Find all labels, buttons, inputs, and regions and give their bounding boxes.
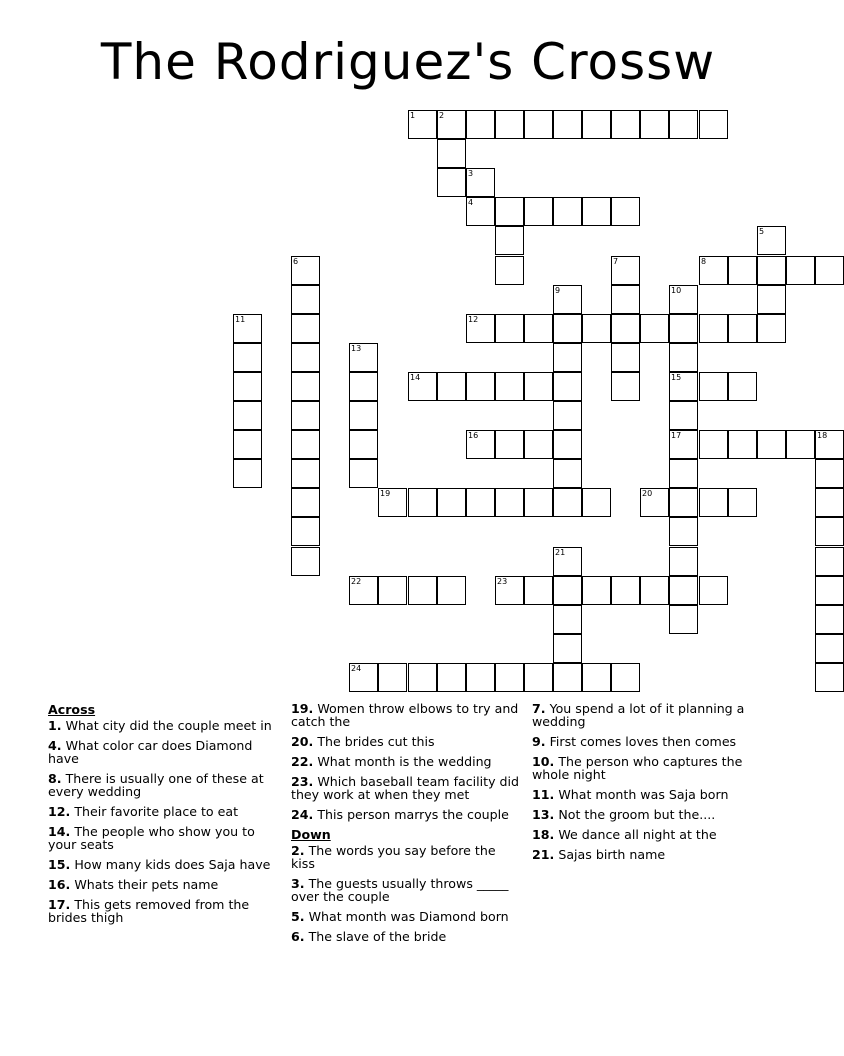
- clue-item: [291, 808, 523, 821]
- clue-text: Which baseball team facility did they work at when they met: [291, 774, 520, 802]
- clue-number: 4: [468, 198, 474, 207]
- grid-cell[interactable]: [553, 547, 582, 576]
- grid-cell[interactable]: [669, 401, 698, 430]
- clue-text: What month is the wedding: [317, 754, 492, 769]
- grid-cell[interactable]: [378, 488, 407, 517]
- grid-cell[interactable]: [699, 110, 728, 139]
- grid-cell[interactable]: [291, 401, 320, 430]
- grid-cell[interactable]: [349, 430, 378, 459]
- grid-cell[interactable]: [378, 576, 407, 605]
- grid-cell[interactable]: [495, 226, 524, 255]
- grid-cell[interactable]: [815, 256, 844, 285]
- grid-cell[interactable]: [728, 430, 757, 459]
- grid-cell[interactable]: [582, 576, 611, 605]
- grid-cell[interactable]: [291, 488, 320, 517]
- clue-number: 11.: [532, 787, 555, 802]
- grid-cell[interactable]: [611, 343, 640, 372]
- clue-text: You spend a lot of it planning a wedding: [532, 701, 745, 729]
- grid-cell[interactable]: [815, 634, 844, 663]
- grid-cell[interactable]: [291, 459, 320, 488]
- clue-number: 7.: [532, 701, 546, 716]
- clue-text: The people who show you to your seats: [48, 824, 255, 852]
- grid-cell[interactable]: [524, 110, 553, 139]
- grid-cell[interactable]: [553, 576, 582, 605]
- grid-cell[interactable]: [291, 547, 320, 576]
- grid-cell[interactable]: [582, 663, 611, 692]
- grid-cell[interactable]: [699, 430, 728, 459]
- clue-item: [532, 755, 764, 781]
- grid-cell[interactable]: [553, 634, 582, 663]
- grid-cell[interactable]: [495, 372, 524, 401]
- clue-number: 16: [468, 431, 479, 440]
- grid-cell[interactable]: [669, 576, 698, 605]
- clue-text: The slave of the bride: [308, 929, 447, 944]
- clue-number: 14: [410, 373, 421, 382]
- grid-cell[interactable]: [815, 459, 844, 488]
- clue-number: 21: [555, 548, 566, 557]
- clue-number: 10: [671, 286, 682, 295]
- grid-cell[interactable]: [669, 605, 698, 634]
- grid-cell[interactable]: [495, 430, 524, 459]
- clue-number: 15.: [48, 857, 71, 872]
- grid-cell[interactable]: [611, 110, 640, 139]
- clue-number: 8.: [48, 771, 62, 786]
- grid-cell[interactable]: [582, 314, 611, 343]
- grid-cell[interactable]: [757, 285, 786, 314]
- clue-number: 11: [235, 315, 246, 324]
- grid-cell[interactable]: [233, 401, 262, 430]
- grid-cell[interactable]: [699, 488, 728, 517]
- grid-cell[interactable]: [466, 488, 495, 517]
- grid-cell[interactable]: [349, 459, 378, 488]
- grid-cell[interactable]: [611, 256, 640, 285]
- clue-item: [291, 910, 523, 923]
- clue-text: We dance all night at the: [558, 827, 717, 842]
- grid-cell[interactable]: [466, 430, 495, 459]
- grid-cell[interactable]: [233, 459, 262, 488]
- grid-cell[interactable]: [233, 430, 262, 459]
- grid-cell[interactable]: [408, 576, 437, 605]
- grid-cell[interactable]: [757, 430, 786, 459]
- grid-cell[interactable]: [524, 663, 553, 692]
- grid-cell[interactable]: [553, 314, 582, 343]
- clue-text: There is usually one of these at every wedding: [48, 771, 264, 799]
- grid-cell[interactable]: [669, 430, 698, 459]
- clue-number: 12: [468, 315, 479, 324]
- clue-item: [291, 877, 523, 903]
- grid-cell[interactable]: [553, 663, 582, 692]
- grid-cell[interactable]: [553, 343, 582, 372]
- clue-number: 16.: [48, 877, 71, 892]
- clues-column-2: [291, 702, 523, 943]
- grid-cell[interactable]: [495, 256, 524, 285]
- grid-cell[interactable]: [786, 256, 815, 285]
- grid-cell[interactable]: [291, 517, 320, 546]
- grid-cell[interactable]: [378, 663, 407, 692]
- grid-cell[interactable]: [349, 343, 378, 372]
- grid-cell[interactable]: [553, 430, 582, 459]
- grid-cell[interactable]: [437, 372, 466, 401]
- across-heading: Across: [48, 702, 96, 717]
- grid-cell[interactable]: [495, 663, 524, 692]
- clue-item: [48, 878, 280, 891]
- grid-cell[interactable]: [553, 401, 582, 430]
- clue-number: 22.: [291, 754, 314, 769]
- clue-item: [291, 755, 523, 768]
- grid-cell[interactable]: [640, 110, 669, 139]
- clue-number: 9.: [532, 734, 546, 749]
- grid-cell[interactable]: [408, 488, 437, 517]
- grid-cell[interactable]: [757, 226, 786, 255]
- grid-cell[interactable]: [524, 488, 553, 517]
- down-heading: Down: [291, 827, 331, 842]
- clue-number: 21.: [532, 847, 555, 862]
- grid-cell[interactable]: [815, 663, 844, 692]
- clue-item: [532, 828, 764, 841]
- clue-text: Sajas birth name: [558, 847, 666, 862]
- clue-number: 19.: [291, 701, 314, 716]
- grid-cell[interactable]: [757, 256, 786, 285]
- grid-cell[interactable]: [466, 110, 495, 139]
- grid-cell[interactable]: [466, 197, 495, 226]
- grid-cell[interactable]: [524, 430, 553, 459]
- grid-cell[interactable]: [495, 488, 524, 517]
- clue-number: 1.: [48, 718, 62, 733]
- grid-cell[interactable]: [495, 197, 524, 226]
- grid-cell[interactable]: [495, 110, 524, 139]
- clue-item: [532, 735, 764, 748]
- clue-number: 4.: [48, 738, 62, 753]
- clue-text: Whats their pets name: [74, 877, 219, 892]
- grid-cell[interactable]: [408, 110, 437, 139]
- clue-number: 12.: [48, 804, 71, 819]
- grid-cell[interactable]: [291, 314, 320, 343]
- clue-item: [532, 808, 764, 821]
- grid-cell[interactable]: [757, 314, 786, 343]
- clue-text: The words you say before the kiss: [291, 843, 496, 871]
- clue-text: What month was Diamond born: [308, 909, 509, 924]
- grid-cell[interactable]: [349, 663, 378, 692]
- grid-cell[interactable]: [466, 663, 495, 692]
- grid-cell[interactable]: [466, 168, 495, 197]
- grid-cell[interactable]: [233, 314, 262, 343]
- clue-text: This gets removed from the brides thigh: [48, 897, 250, 925]
- grid-cell[interactable]: [815, 547, 844, 576]
- grid-cell[interactable]: [408, 663, 437, 692]
- grid-cell[interactable]: [495, 576, 524, 605]
- grid-cell[interactable]: [582, 488, 611, 517]
- grid-cell[interactable]: [815, 605, 844, 634]
- clue-item: [291, 702, 523, 728]
- clues-column-1: [48, 702, 280, 924]
- clue-number: 5.: [291, 909, 305, 924]
- grid-cell[interactable]: [728, 314, 757, 343]
- grid-cell[interactable]: [699, 576, 728, 605]
- grid-cell[interactable]: [553, 459, 582, 488]
- clue-number: 8: [701, 257, 707, 266]
- puzzle-title: The Rodriguez's Crossw: [100, 33, 716, 91]
- clue-text: Women throw elbows to try and catch the: [291, 701, 519, 729]
- clue-item: [291, 735, 523, 748]
- grid-cell[interactable]: [291, 256, 320, 285]
- grid-cell[interactable]: [524, 314, 553, 343]
- clue-item: [48, 858, 280, 871]
- grid-cell[interactable]: [466, 372, 495, 401]
- clue-number: 24.: [291, 807, 314, 822]
- clue-item: [48, 739, 280, 765]
- grid-cell[interactable]: [669, 110, 698, 139]
- clue-item: [48, 898, 280, 924]
- grid-cell[interactable]: [466, 314, 495, 343]
- clue-item: [532, 848, 764, 861]
- grid-cell[interactable]: [669, 343, 698, 372]
- clue-text: Their favorite place to eat: [74, 804, 239, 819]
- grid-cell[interactable]: [437, 488, 466, 517]
- clue-number: 3.: [291, 876, 305, 891]
- grid-cell[interactable]: [640, 576, 669, 605]
- clue-number: 2: [439, 111, 445, 120]
- grid-cell[interactable]: [233, 343, 262, 372]
- grid-cell[interactable]: [669, 547, 698, 576]
- grid-cell[interactable]: [291, 372, 320, 401]
- grid-cell[interactable]: [437, 576, 466, 605]
- grid-cell[interactable]: [291, 285, 320, 314]
- grid-cell[interactable]: [553, 197, 582, 226]
- clue-text: Not the groom but the....: [558, 807, 716, 822]
- clue-item: [291, 775, 523, 801]
- grid-cell[interactable]: [437, 663, 466, 692]
- grid-cell[interactable]: [640, 314, 669, 343]
- grid-cell[interactable]: [815, 576, 844, 605]
- grid-cell[interactable]: [669, 285, 698, 314]
- clue-text: The brides cut this: [317, 734, 435, 749]
- grid-cell[interactable]: [349, 372, 378, 401]
- clue-text: What color car does Diamond have: [48, 738, 253, 766]
- grid-cell[interactable]: [728, 372, 757, 401]
- grid-cell[interactable]: [699, 314, 728, 343]
- grid-cell[interactable]: [669, 372, 698, 401]
- grid-cell[interactable]: [611, 663, 640, 692]
- grid-cell[interactable]: [553, 372, 582, 401]
- grid-cell[interactable]: [699, 372, 728, 401]
- clue-number: 22: [351, 577, 362, 586]
- grid-cell[interactable]: [728, 488, 757, 517]
- clue-number: 24: [351, 664, 362, 673]
- clue-text: What month was Saja born: [558, 787, 729, 802]
- grid-cell[interactable]: [611, 314, 640, 343]
- clue-number: 18.: [532, 827, 555, 842]
- clue-number: 19: [380, 489, 391, 498]
- clue-number: 7: [613, 257, 619, 266]
- clue-number: 1: [410, 111, 416, 120]
- grid-cell[interactable]: [815, 517, 844, 546]
- grid-cell[interactable]: [728, 256, 757, 285]
- grid-cell[interactable]: [524, 197, 553, 226]
- clue-number: 17: [671, 431, 682, 440]
- grid-cell[interactable]: [815, 488, 844, 517]
- grid-cell[interactable]: [437, 110, 466, 139]
- clue-number: 13.: [532, 807, 555, 822]
- grid-cell[interactable]: [669, 314, 698, 343]
- grid-cell[interactable]: [669, 517, 698, 546]
- grid-cell[interactable]: [815, 430, 844, 459]
- clue-number: 6.: [291, 929, 305, 944]
- clue-number: 20: [642, 489, 653, 498]
- grid-cell[interactable]: [349, 576, 378, 605]
- grid-cell[interactable]: [553, 488, 582, 517]
- clue-text: The guests usually throws _____ over the couple: [291, 876, 509, 904]
- grid-cell[interactable]: [408, 372, 437, 401]
- clue-text: This person marrys the couple: [317, 807, 509, 822]
- grid-cell[interactable]: [349, 401, 378, 430]
- clue-number: 6: [293, 257, 299, 266]
- grid-cell[interactable]: [437, 139, 466, 168]
- clue-item: [291, 930, 523, 943]
- clue-text: First comes loves then comes: [549, 734, 737, 749]
- grid-cell[interactable]: [524, 576, 553, 605]
- grid-cell[interactable]: [553, 285, 582, 314]
- clue-number: 15: [671, 373, 682, 382]
- grid-cell[interactable]: [611, 372, 640, 401]
- clue-item: [48, 825, 280, 851]
- clue-number: 10.: [532, 754, 555, 769]
- grid-cell[interactable]: [524, 372, 553, 401]
- clue-number: 3: [468, 169, 474, 178]
- clue-number: 9: [555, 286, 561, 295]
- grid-cell[interactable]: [553, 605, 582, 634]
- grid-cell[interactable]: [582, 110, 611, 139]
- grid-cell[interactable]: [699, 256, 728, 285]
- clue-number: 5: [759, 227, 765, 236]
- clue-item: [532, 702, 764, 728]
- grid-cell[interactable]: [233, 372, 262, 401]
- grid-cell[interactable]: [786, 430, 815, 459]
- clue-text: How many kids does Saja have: [74, 857, 271, 872]
- grid-cell[interactable]: [291, 343, 320, 372]
- clues-column-3: [532, 702, 764, 861]
- grid-cell[interactable]: [640, 488, 669, 517]
- grid-cell[interactable]: [553, 110, 582, 139]
- clue-number: 23: [497, 577, 508, 586]
- clue-item: [48, 719, 280, 732]
- clue-number: 20.: [291, 734, 314, 749]
- grid-cell[interactable]: [611, 285, 640, 314]
- clue-number: 18: [817, 431, 828, 440]
- grid-cell[interactable]: [611, 197, 640, 226]
- clue-item: [291, 844, 523, 870]
- grid-cell[interactable]: [495, 314, 524, 343]
- grid-cell[interactable]: [582, 197, 611, 226]
- clue-number: 17.: [48, 897, 71, 912]
- clue-number: 13: [351, 344, 362, 353]
- clue-item: [48, 805, 280, 818]
- grid-cell[interactable]: [669, 459, 698, 488]
- grid-cell[interactable]: [611, 576, 640, 605]
- clue-number: 14.: [48, 824, 71, 839]
- clue-item: [48, 772, 280, 798]
- clue-text: The person who captures the whole night: [532, 754, 743, 782]
- clue-text: What city did the couple meet in: [65, 718, 272, 733]
- clue-number: 23.: [291, 774, 314, 789]
- grid-cell[interactable]: [291, 430, 320, 459]
- clue-item: [532, 788, 764, 801]
- grid-cell[interactable]: [437, 168, 466, 197]
- grid-cell[interactable]: [669, 488, 698, 517]
- clue-number: 2.: [291, 843, 305, 858]
